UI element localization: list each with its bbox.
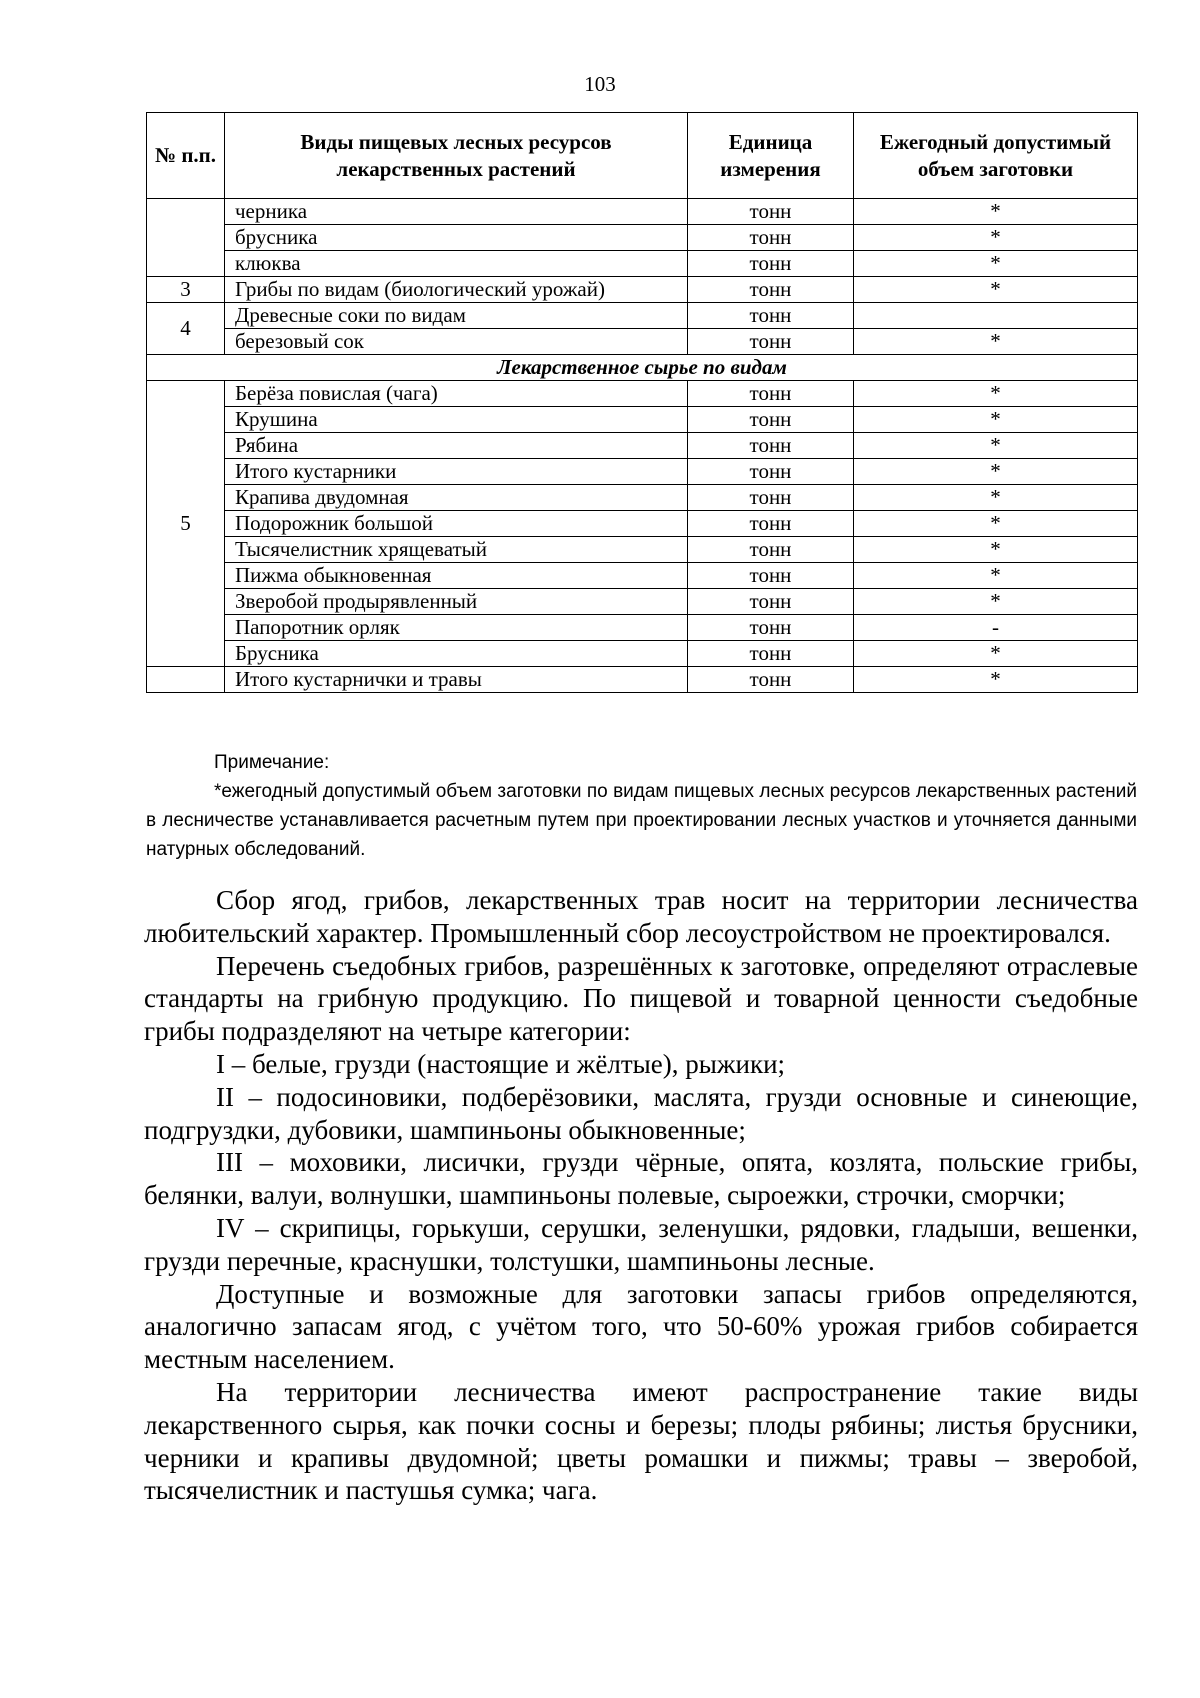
resource-name: Берёза повислая (чага) <box>225 381 688 407</box>
resource-name: Подорожник большой <box>225 511 688 537</box>
resource-name: березовый сок <box>225 329 688 355</box>
unit-cell: тонн <box>688 225 854 251</box>
unit-cell: тонн <box>688 511 854 537</box>
table-row <box>147 615 1138 641</box>
volume-cell: * <box>854 459 1138 485</box>
resource-name: Итого кустарники <box>225 459 688 485</box>
volume-cell: * <box>854 511 1138 537</box>
table-row <box>147 329 1138 355</box>
unit-cell: тонн <box>688 277 854 303</box>
volume-cell: * <box>854 251 1138 277</box>
volume-cell: * <box>854 589 1138 615</box>
table-row <box>147 537 1138 563</box>
volume-cell <box>854 303 1138 329</box>
table-row <box>147 459 1138 485</box>
resources-table <box>146 112 1138 693</box>
note-text: *ежегодный допустимый объем заготовки по видам пищевых лесных ресурсов лекарственных растений в лесничестве устанавливается расчетным путем при проектировании лесных участков и уточняется данными натурных обследований. <box>146 781 1137 860</box>
row-num-cell: 5 <box>147 381 225 667</box>
paragraph-category-4: IV – скрипицы, горькуши, серушки, зеленушки, рядовки, гладыши, вешенки, грузди перечные, краснушки, толстушки, шампиньоны лесные. <box>144 1212 1138 1276</box>
paragraph-category-1: I – белые, грузди (настоящие и жёлтые), рыжики; <box>216 1048 786 1079</box>
volume-cell: * <box>854 225 1138 251</box>
paragraph: Доступные и возможные для заготовки запасы грибов определяются, аналогично запасам ягод, с учётом того, что 50-60% урожая грибов собирается местным населением. <box>144 1278 1138 1375</box>
paragraph: Сбор ягод, грибов, лекарственных трав носит на территории лесничества любительский характер. Промышленный сбор лесоустройством не проектировался. <box>144 885 1138 948</box>
row-num-cell: 4 <box>147 303 225 355</box>
row-num-cell <box>147 667 225 693</box>
table-row <box>147 381 1138 407</box>
resource-name: черника <box>225 199 688 225</box>
resource-name: Брусника <box>225 641 688 667</box>
table-row <box>147 433 1138 459</box>
header-unit: Единица измерения <box>688 113 854 199</box>
resource-name: Зверобой продырявленный <box>225 589 688 615</box>
unit-cell: тонн <box>688 199 854 225</box>
resource-name: брусника <box>225 225 688 251</box>
unit-cell: тонн <box>688 459 854 485</box>
unit-cell: тонн <box>688 537 854 563</box>
header-type: Виды пищевых лесных ресурсов лекарственных растений <box>225 113 688 199</box>
unit-cell: тонн <box>688 667 854 693</box>
resource-name: клюква <box>225 251 688 277</box>
volume-cell: * <box>854 407 1138 433</box>
unit-cell: тонн <box>688 485 854 511</box>
paragraph: Перечень съедобных грибов, разрешённых к заготовке, определяют отраслевые стандарты на грибную продукцию. По пищевой и товарной ценности съедобные грибы подразделяют на четыре категории: <box>144 950 1138 1047</box>
section-title: Лекарственное сырье по видам <box>147 355 1138 381</box>
table-section-row <box>147 355 1138 381</box>
row-num-cell <box>147 199 225 277</box>
table-row <box>147 303 1138 329</box>
paragraph: На территории лесничества имеют распространение такие виды лекарственного сырья, как почки сосны и березы; плоды рябины; листья брусники, черники и крапивы двудомной; цветы ромашки и пижмы; травы – зверобой, тысячелистник и пастушья сумка; чага. <box>144 1376 1138 1506</box>
table-row <box>147 511 1138 537</box>
unit-cell: тонн <box>688 381 854 407</box>
table-row-total <box>147 667 1138 693</box>
unit-cell: тонн <box>688 303 854 329</box>
volume-cell: * <box>854 667 1138 693</box>
paragraph-category-2: II – подосиновики, подберёзовики, маслята, грузди основные и синеющие, подгруздки, дубовики, шампиньоны обыкновенные; <box>144 1081 1138 1145</box>
resource-name: Итого кустарнички и травы <box>225 667 688 693</box>
table-row <box>147 641 1138 667</box>
table-row <box>147 251 1138 277</box>
body-text <box>144 884 1138 1507</box>
volume-cell: * <box>854 433 1138 459</box>
volume-cell: * <box>854 485 1138 511</box>
table-row <box>147 589 1138 615</box>
unit-cell: тонн <box>688 433 854 459</box>
unit-cell: тонн <box>688 251 854 277</box>
volume-cell: * <box>854 641 1138 667</box>
table-row <box>147 407 1138 433</box>
volume-cell: * <box>854 563 1138 589</box>
row-num-cell: 3 <box>147 277 225 303</box>
unit-cell: тонн <box>688 407 854 433</box>
table-row <box>147 485 1138 511</box>
table-row <box>147 225 1138 251</box>
volume-cell: - <box>854 615 1138 641</box>
volume-cell: * <box>854 199 1138 225</box>
unit-cell: тонн <box>688 329 854 355</box>
volume-cell: * <box>854 277 1138 303</box>
page-number: 103 <box>584 72 616 96</box>
table-row <box>147 563 1138 589</box>
resource-name: Грибы по видам (биологический урожай) <box>225 277 688 303</box>
volume-cell: * <box>854 329 1138 355</box>
unit-cell: тонн <box>688 615 854 641</box>
paragraph-category-3: III – моховики, лисички, грузди чёрные, опята, козлята, польские грибы, белянки, валуи, волнушки, шампиньоны полевые, сыроежки, строчки, сморчки; <box>144 1147 1138 1211</box>
resource-name: Пижма обыкновенная <box>225 563 688 589</box>
resource-name: Тысячелистник хрящеватый <box>225 537 688 563</box>
table-row <box>147 277 1138 303</box>
table-note <box>146 748 1137 864</box>
resource-name: Крушина <box>225 407 688 433</box>
note-title: Примечание: <box>214 752 330 773</box>
volume-cell: * <box>854 381 1138 407</box>
header-num: № п.п. <box>147 113 225 199</box>
unit-cell: тонн <box>688 589 854 615</box>
resource-name: Древесные соки по видам <box>225 303 688 329</box>
resource-name: Папоротник орляк <box>225 615 688 641</box>
volume-cell: * <box>854 537 1138 563</box>
header-volume: Ежегодный допустимый объем заготовки <box>854 113 1138 199</box>
unit-cell: тонн <box>688 641 854 667</box>
resource-name: Крапива двудомная <box>225 485 688 511</box>
table-row <box>147 199 1138 225</box>
resource-name: Рябина <box>225 433 688 459</box>
unit-cell: тонн <box>688 563 854 589</box>
table-header-row <box>147 113 1138 199</box>
